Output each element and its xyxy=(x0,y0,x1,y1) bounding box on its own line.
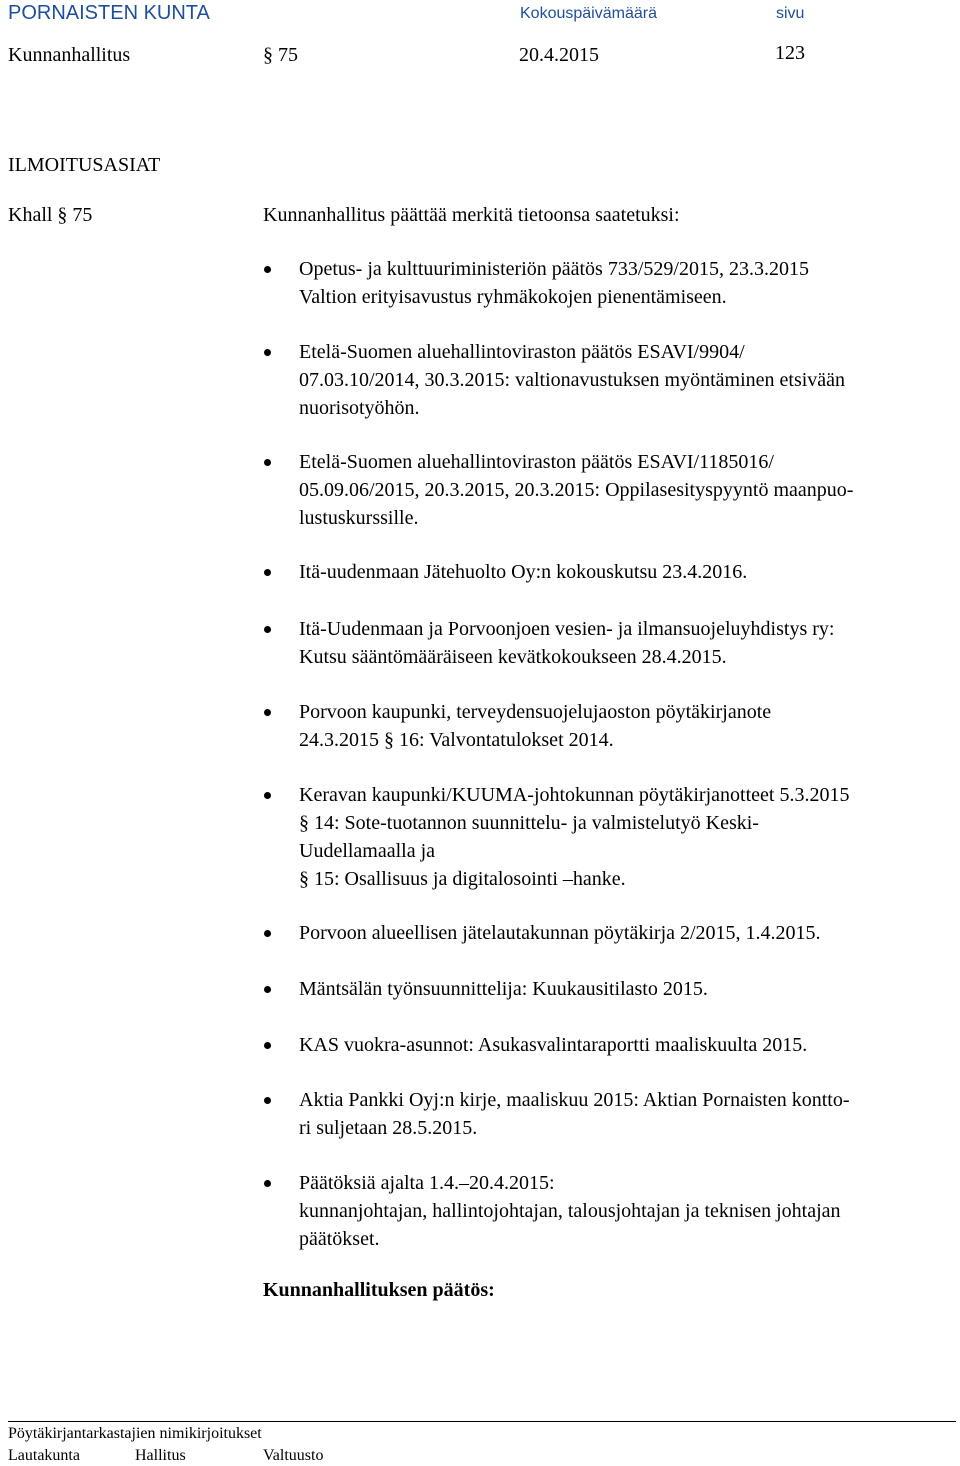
list-item-line: Porvoon alueellisen jätelautakunnan pöytäkirja 2/2015, 1.4.2015. xyxy=(299,922,821,944)
list-item-line: kunnanjohtajan, hallintojohtajan, talousjohtajan ja teknisen johtajan xyxy=(299,1200,841,1222)
list-item-line: KAS vuokra-asunnot: Asukasvalintaraportti maaliskuulta 2015. xyxy=(299,1034,808,1056)
list-bullet xyxy=(264,1042,271,1049)
list-item xyxy=(299,698,771,754)
signature-col-council: Valtuusto xyxy=(263,1447,324,1464)
list-bullet xyxy=(264,349,271,356)
list-item xyxy=(299,1169,841,1253)
list-item xyxy=(299,781,849,893)
list-bullet xyxy=(264,792,271,799)
list-item-line: 05.09.06/2015, 20.3.2015, 20.3.2015: Oppilasesityspyyntö maanpuo- xyxy=(299,479,854,501)
page-label: sivu xyxy=(776,5,805,22)
list-item xyxy=(299,255,809,311)
list-item-line: Etelä-Suomen aluehallintoviraston päätös ESAVI/1185016/ xyxy=(299,451,774,473)
list-bullet xyxy=(264,1097,271,1104)
list-item-line: Päätöksiä ajalta 1.4.–20.4.2015: xyxy=(299,1172,555,1194)
list-item-line: Keravan kaupunki/KUUMA-johtokunnan pöytäkirjanotteet 5.3.2015 xyxy=(299,784,850,806)
list-item-line: § 15: Osallisuus ja digitalosointi –hanke. xyxy=(299,868,626,890)
signatures-label: Pöytäkirjantarkastajien nimikirjoitukset xyxy=(8,1425,262,1442)
date-label: Kokouspäivämäärä xyxy=(520,5,657,22)
item-reference: Khall § 75 xyxy=(8,204,93,226)
list-item-line: Porvoon kaupunki, terveydensuojelujaoston pöytäkirjanote xyxy=(299,701,772,723)
list-item xyxy=(299,338,845,422)
list-item-line: Uudellamaalla ja xyxy=(299,840,436,862)
municipality-name: PORNAISTEN KUNTA xyxy=(8,2,210,24)
list-bullet xyxy=(264,459,271,466)
list-item-line: Mäntsälän työnsuunnittelija: Kuukausitilasto 2015. xyxy=(299,978,708,1000)
list-item xyxy=(299,919,821,947)
list-item xyxy=(299,1031,807,1059)
list-item-line: Kutsu sääntömääräiseen kevätkokoukseen 28.4.2015. xyxy=(299,646,727,668)
list-bullet xyxy=(264,709,271,716)
list-bullet xyxy=(264,1180,271,1187)
list-item-line: Opetus- ja kulttuuriministeriön päätös 733/529/2015, 23.3.2015 xyxy=(299,258,809,280)
list-item-line: Valtion erityisavustus ryhmäkokojen pienentämiseen. xyxy=(299,286,727,308)
list-item-line: lustuskurssille. xyxy=(299,507,419,529)
page-number: 123 xyxy=(775,42,805,64)
list-item-line: Etelä-Suomen aluehallintoviraston päätös ESAVI/9904/ xyxy=(299,341,745,363)
list-item xyxy=(299,615,834,671)
list-item-line: päätökset. xyxy=(299,1228,380,1250)
signature-col-board: Lautakunta xyxy=(8,1447,80,1464)
decision-heading: Kunnanhallituksen päätös: xyxy=(263,1279,495,1301)
footer-divider xyxy=(8,1421,956,1422)
list-item xyxy=(299,1086,850,1142)
body-name: Kunnanhallitus xyxy=(8,44,131,66)
list-bullet xyxy=(264,266,271,273)
section-number: § 75 xyxy=(263,44,298,66)
list-item-line: Itä-uudenmaan Jätehuolto Oy:n kokouskutsu 23.4.2016. xyxy=(299,561,748,583)
signature-col-executive: Hallitus xyxy=(135,1447,186,1464)
list-item-line: Itä-Uudenmaan ja Porvoonjoen vesien- ja ilmansuojeluyhdistys ry: xyxy=(299,618,835,640)
list-item-line: nuorisotyöhön. xyxy=(299,397,420,419)
list-item xyxy=(299,975,708,1003)
meeting-date: 20.4.2015 xyxy=(519,44,599,66)
list-item xyxy=(299,558,747,586)
page-title: ILMOITUSASIAT xyxy=(8,154,161,176)
list-item xyxy=(299,448,853,532)
list-item-line: Aktia Pankki Oyj:n kirje, maaliskuu 2015: Aktian Pornaisten kontto- xyxy=(299,1089,850,1111)
list-item-line: § 14: Sote-tuotannon suunnittelu- ja valmistelutyö Keski- xyxy=(299,812,759,834)
list-bullet xyxy=(264,569,271,576)
item-intro: Kunnanhallitus päättää merkitä tietoonsa saatetuksi: xyxy=(263,204,680,226)
list-item-line: 24.3.2015 § 16: Valvontatulokset 2014. xyxy=(299,729,614,751)
list-item-line: ri suljetaan 28.5.2015. xyxy=(299,1117,478,1139)
list-bullet xyxy=(264,930,271,937)
list-item-line: 07.03.10/2014, 30.3.2015: valtionavustuksen myöntäminen etsivään xyxy=(299,369,846,391)
list-bullet xyxy=(264,626,271,633)
list-bullet xyxy=(264,986,271,993)
